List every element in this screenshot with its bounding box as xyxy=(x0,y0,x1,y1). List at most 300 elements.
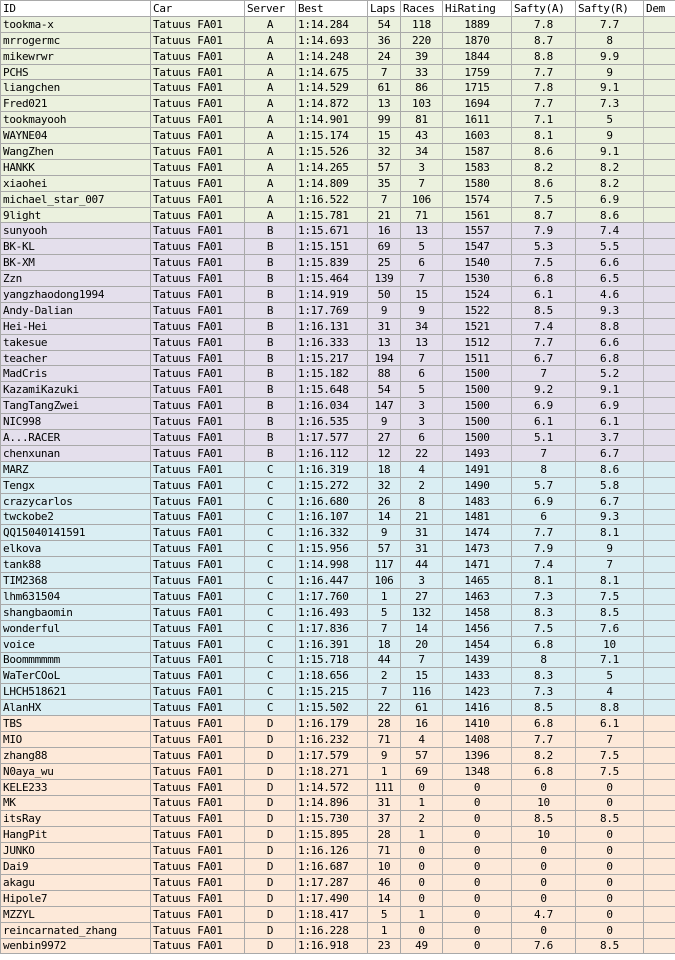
cell-races[interactable]: 1 xyxy=(401,906,443,922)
cell-laps[interactable]: 31 xyxy=(368,318,401,334)
cell-safety-r[interactable]: 8.2 xyxy=(576,159,644,175)
cell-safety-r[interactable]: 9 xyxy=(576,128,644,144)
cell-safety-r[interactable]: 7.7 xyxy=(576,16,644,32)
cell-races[interactable]: 20 xyxy=(401,636,443,652)
cell-safety-r[interactable]: 7.1 xyxy=(576,652,644,668)
cell-best[interactable]: 1:16.228 xyxy=(296,922,368,938)
cell-safety-a[interactable]: 9.2 xyxy=(512,382,576,398)
cell-laps[interactable]: 36 xyxy=(368,32,401,48)
cell-dem[interactable] xyxy=(644,80,675,96)
cell-races[interactable]: 3 xyxy=(401,159,443,175)
cell-safety-a[interactable]: 8.5 xyxy=(512,302,576,318)
cell-safety-a[interactable]: 6 xyxy=(512,509,576,525)
cell-hirating[interactable]: 0 xyxy=(443,811,512,827)
cell-dem[interactable] xyxy=(644,795,675,811)
cell-id[interactable]: Fred021 xyxy=(1,96,151,112)
cell-races[interactable]: 0 xyxy=(401,859,443,875)
cell-safety-a[interactable]: 0 xyxy=(512,843,576,859)
cell-server[interactable]: D xyxy=(245,827,296,843)
cell-dem[interactable] xyxy=(644,255,675,271)
cell-hirating[interactable]: 1557 xyxy=(443,223,512,239)
cell-hirating[interactable]: 0 xyxy=(443,890,512,906)
cell-car[interactable]: Tatuus FA01 xyxy=(151,557,245,573)
cell-hirating[interactable]: 1500 xyxy=(443,366,512,382)
cell-hirating[interactable]: 1715 xyxy=(443,80,512,96)
cell-laps[interactable]: 14 xyxy=(368,509,401,525)
cell-safety-r[interactable]: 6.5 xyxy=(576,271,644,287)
cell-car[interactable]: Tatuus FA01 xyxy=(151,366,245,382)
cell-best[interactable]: 1:15.272 xyxy=(296,477,368,493)
cell-safety-a[interactable]: 7.8 xyxy=(512,80,576,96)
cell-dem[interactable] xyxy=(644,573,675,589)
cell-best[interactable]: 1:15.956 xyxy=(296,541,368,557)
cell-car[interactable]: Tatuus FA01 xyxy=(151,382,245,398)
cell-safety-r[interactable]: 6.1 xyxy=(576,716,644,732)
cell-races[interactable]: 132 xyxy=(401,604,443,620)
header-cell-races[interactable]: Races xyxy=(401,1,443,17)
cell-hirating[interactable]: 1433 xyxy=(443,668,512,684)
cell-hirating[interactable]: 1870 xyxy=(443,32,512,48)
cell-best[interactable]: 1:17.836 xyxy=(296,620,368,636)
cell-best[interactable]: 1:17.577 xyxy=(296,430,368,446)
cell-car[interactable]: Tatuus FA01 xyxy=(151,779,245,795)
cell-car[interactable]: Tatuus FA01 xyxy=(151,64,245,80)
cell-best[interactable]: 1:17.769 xyxy=(296,302,368,318)
cell-id[interactable]: zhang88 xyxy=(1,747,151,763)
cell-dem[interactable] xyxy=(644,271,675,287)
cell-safety-a[interactable]: 8.7 xyxy=(512,32,576,48)
cell-safety-r[interactable]: 0 xyxy=(576,795,644,811)
cell-safety-r[interactable]: 7.5 xyxy=(576,588,644,604)
cell-dem[interactable] xyxy=(644,588,675,604)
cell-safety-r[interactable]: 9.3 xyxy=(576,302,644,318)
cell-races[interactable]: 1 xyxy=(401,827,443,843)
cell-car[interactable]: Tatuus FA01 xyxy=(151,32,245,48)
cell-safety-r[interactable]: 4 xyxy=(576,684,644,700)
cell-id[interactable]: wonderful xyxy=(1,620,151,636)
cell-hirating[interactable]: 1410 xyxy=(443,716,512,732)
cell-car[interactable]: Tatuus FA01 xyxy=(151,684,245,700)
cell-races[interactable]: 13 xyxy=(401,223,443,239)
cell-dem[interactable] xyxy=(644,906,675,922)
cell-dem[interactable] xyxy=(644,334,675,350)
cell-id[interactable]: akagu xyxy=(1,874,151,890)
cell-races[interactable]: 5 xyxy=(401,239,443,255)
cell-server[interactable]: B xyxy=(245,398,296,414)
cell-safety-a[interactable]: 7.8 xyxy=(512,16,576,32)
cell-hirating[interactable]: 0 xyxy=(443,906,512,922)
header-cell-best[interactable]: Best xyxy=(296,1,368,17)
cell-server[interactable]: D xyxy=(245,811,296,827)
cell-safety-r[interactable]: 8.6 xyxy=(576,207,644,223)
cell-hirating[interactable]: 1483 xyxy=(443,493,512,509)
cell-dem[interactable] xyxy=(644,493,675,509)
cell-safety-r[interactable]: 8 xyxy=(576,32,644,48)
cell-safety-r[interactable]: 5.2 xyxy=(576,366,644,382)
cell-dem[interactable] xyxy=(644,747,675,763)
cell-hirating[interactable]: 1481 xyxy=(443,509,512,525)
cell-safety-a[interactable]: 0 xyxy=(512,890,576,906)
cell-races[interactable]: 27 xyxy=(401,588,443,604)
cell-races[interactable]: 39 xyxy=(401,48,443,64)
cell-safety-a[interactable]: 8.7 xyxy=(512,207,576,223)
cell-dem[interactable] xyxy=(644,731,675,747)
cell-safety-r[interactable]: 7.6 xyxy=(576,620,644,636)
cell-safety-r[interactable]: 9.1 xyxy=(576,80,644,96)
cell-car[interactable]: Tatuus FA01 xyxy=(151,652,245,668)
cell-dem[interactable] xyxy=(644,239,675,255)
cell-races[interactable]: 31 xyxy=(401,541,443,557)
cell-races[interactable]: 81 xyxy=(401,112,443,128)
cell-car[interactable]: Tatuus FA01 xyxy=(151,318,245,334)
cell-id[interactable]: mrrogermc xyxy=(1,32,151,48)
cell-server[interactable]: B xyxy=(245,302,296,318)
cell-races[interactable]: 6 xyxy=(401,366,443,382)
cell-best[interactable]: 1:15.502 xyxy=(296,700,368,716)
cell-safety-r[interactable]: 7.3 xyxy=(576,96,644,112)
cell-dem[interactable] xyxy=(644,112,675,128)
cell-dem[interactable] xyxy=(644,461,675,477)
cell-races[interactable]: 34 xyxy=(401,318,443,334)
cell-id[interactable]: sunyooh xyxy=(1,223,151,239)
cell-hirating[interactable]: 1348 xyxy=(443,763,512,779)
cell-laps[interactable]: 9 xyxy=(368,525,401,541)
cell-safety-a[interactable]: 7.3 xyxy=(512,684,576,700)
cell-hirating[interactable]: 0 xyxy=(443,859,512,875)
cell-car[interactable]: Tatuus FA01 xyxy=(151,128,245,144)
cell-safety-a[interactable]: 7.5 xyxy=(512,191,576,207)
cell-hirating[interactable]: 1511 xyxy=(443,350,512,366)
cell-laps[interactable]: 5 xyxy=(368,604,401,620)
cell-best[interactable]: 1:16.319 xyxy=(296,461,368,477)
cell-races[interactable]: 3 xyxy=(401,398,443,414)
cell-server[interactable]: C xyxy=(245,652,296,668)
cell-safety-r[interactable]: 0 xyxy=(576,890,644,906)
cell-server[interactable]: D xyxy=(245,938,296,954)
cell-laps[interactable]: 1 xyxy=(368,922,401,938)
cell-hirating[interactable]: 1844 xyxy=(443,48,512,64)
cell-server[interactable]: B xyxy=(245,414,296,430)
cell-server[interactable]: D xyxy=(245,859,296,875)
cell-safety-a[interactable]: 7 xyxy=(512,366,576,382)
cell-best[interactable]: 1:16.447 xyxy=(296,573,368,589)
cell-safety-a[interactable]: 7.1 xyxy=(512,112,576,128)
cell-dem[interactable] xyxy=(644,874,675,890)
cell-safety-r[interactable]: 0 xyxy=(576,779,644,795)
cell-best[interactable]: 1:15.730 xyxy=(296,811,368,827)
cell-laps[interactable]: 88 xyxy=(368,366,401,382)
cell-server[interactable]: C xyxy=(245,557,296,573)
cell-id[interactable]: reincarnated_zhang xyxy=(1,922,151,938)
cell-safety-a[interactable]: 7.7 xyxy=(512,525,576,541)
cell-laps[interactable]: 7 xyxy=(368,64,401,80)
cell-id[interactable]: tookma-x xyxy=(1,16,151,32)
cell-car[interactable]: Tatuus FA01 xyxy=(151,763,245,779)
cell-server[interactable]: D xyxy=(245,779,296,795)
cell-hirating[interactable]: 1463 xyxy=(443,588,512,604)
cell-safety-a[interactable]: 6.7 xyxy=(512,350,576,366)
cell-car[interactable]: Tatuus FA01 xyxy=(151,398,245,414)
cell-laps[interactable]: 28 xyxy=(368,827,401,843)
cell-hirating[interactable]: 1500 xyxy=(443,382,512,398)
cell-safety-a[interactable]: 10 xyxy=(512,795,576,811)
cell-races[interactable]: 0 xyxy=(401,890,443,906)
cell-dem[interactable] xyxy=(644,827,675,843)
cell-safety-a[interactable]: 7.3 xyxy=(512,588,576,604)
cell-safety-a[interactable]: 0 xyxy=(512,779,576,795)
cell-hirating[interactable]: 1500 xyxy=(443,414,512,430)
cell-safety-r[interactable]: 5.8 xyxy=(576,477,644,493)
cell-car[interactable]: Tatuus FA01 xyxy=(151,668,245,684)
cell-laps[interactable]: 16 xyxy=(368,223,401,239)
cell-best[interactable]: 1:14.529 xyxy=(296,80,368,96)
cell-id[interactable]: KELE233 xyxy=(1,779,151,795)
cell-laps[interactable]: 9 xyxy=(368,414,401,430)
cell-safety-a[interactable]: 7.4 xyxy=(512,557,576,573)
cell-races[interactable]: 14 xyxy=(401,620,443,636)
cell-races[interactable]: 69 xyxy=(401,763,443,779)
cell-laps[interactable]: 18 xyxy=(368,636,401,652)
cell-car[interactable]: Tatuus FA01 xyxy=(151,191,245,207)
cell-races[interactable]: 43 xyxy=(401,128,443,144)
cell-safety-a[interactable]: 6.8 xyxy=(512,271,576,287)
cell-server[interactable]: B xyxy=(245,334,296,350)
cell-id[interactable]: MIO xyxy=(1,731,151,747)
cell-races[interactable]: 2 xyxy=(401,477,443,493)
cell-hirating[interactable]: 0 xyxy=(443,938,512,954)
cell-races[interactable]: 0 xyxy=(401,779,443,795)
cell-hirating[interactable]: 1521 xyxy=(443,318,512,334)
cell-hirating[interactable]: 0 xyxy=(443,827,512,843)
cell-dem[interactable] xyxy=(644,430,675,446)
cell-safety-r[interactable]: 9.9 xyxy=(576,48,644,64)
cell-best[interactable]: 1:15.174 xyxy=(296,128,368,144)
cell-races[interactable]: 5 xyxy=(401,382,443,398)
cell-races[interactable]: 3 xyxy=(401,414,443,430)
cell-best[interactable]: 1:14.572 xyxy=(296,779,368,795)
cell-best[interactable]: 1:15.648 xyxy=(296,382,368,398)
cell-car[interactable]: Tatuus FA01 xyxy=(151,541,245,557)
cell-server[interactable]: B xyxy=(245,239,296,255)
cell-safety-r[interactable]: 8.8 xyxy=(576,700,644,716)
cell-dem[interactable] xyxy=(644,620,675,636)
cell-races[interactable]: 6 xyxy=(401,430,443,446)
header-cell-id[interactable]: ID xyxy=(1,1,151,17)
cell-dem[interactable] xyxy=(644,32,675,48)
cell-best[interactable]: 1:14.872 xyxy=(296,96,368,112)
cell-dem[interactable] xyxy=(644,668,675,684)
cell-car[interactable]: Tatuus FA01 xyxy=(151,461,245,477)
cell-car[interactable]: Tatuus FA01 xyxy=(151,112,245,128)
cell-car[interactable]: Tatuus FA01 xyxy=(151,255,245,271)
cell-best[interactable]: 1:17.579 xyxy=(296,747,368,763)
cell-best[interactable]: 1:14.265 xyxy=(296,159,368,175)
cell-safety-a[interactable]: 6.9 xyxy=(512,398,576,414)
cell-car[interactable]: Tatuus FA01 xyxy=(151,175,245,191)
cell-id[interactable]: tank88 xyxy=(1,557,151,573)
cell-id[interactable]: NIC998 xyxy=(1,414,151,430)
cell-safety-r[interactable]: 5 xyxy=(576,112,644,128)
cell-car[interactable]: Tatuus FA01 xyxy=(151,716,245,732)
cell-best[interactable]: 1:16.522 xyxy=(296,191,368,207)
cell-best[interactable]: 1:14.284 xyxy=(296,16,368,32)
cell-hirating[interactable]: 1490 xyxy=(443,477,512,493)
cell-races[interactable]: 106 xyxy=(401,191,443,207)
cell-server[interactable]: A xyxy=(245,80,296,96)
cell-laps[interactable]: 13 xyxy=(368,96,401,112)
header-cell-safety-a[interactable]: Safty(A) xyxy=(512,1,576,17)
cell-dem[interactable] xyxy=(644,922,675,938)
cell-laps[interactable]: 32 xyxy=(368,144,401,160)
cell-safety-r[interactable]: 6.9 xyxy=(576,398,644,414)
cell-best[interactable]: 1:15.718 xyxy=(296,652,368,668)
cell-laps[interactable]: 27 xyxy=(368,430,401,446)
cell-laps[interactable]: 57 xyxy=(368,541,401,557)
cell-safety-a[interactable]: 0 xyxy=(512,922,576,938)
cell-server[interactable]: B xyxy=(245,318,296,334)
cell-best[interactable]: 1:16.179 xyxy=(296,716,368,732)
cell-hirating[interactable]: 1491 xyxy=(443,461,512,477)
cell-best[interactable]: 1:18.417 xyxy=(296,906,368,922)
cell-id[interactable]: TangTangZwei xyxy=(1,398,151,414)
cell-id[interactable]: MK xyxy=(1,795,151,811)
cell-dem[interactable] xyxy=(644,557,675,573)
cell-races[interactable]: 116 xyxy=(401,684,443,700)
cell-laps[interactable]: 32 xyxy=(368,477,401,493)
cell-car[interactable]: Tatuus FA01 xyxy=(151,874,245,890)
cell-car[interactable]: Tatuus FA01 xyxy=(151,700,245,716)
cell-id[interactable]: crazycarlos xyxy=(1,493,151,509)
cell-races[interactable]: 0 xyxy=(401,922,443,938)
header-cell-hirating[interactable]: HiRating xyxy=(443,1,512,17)
cell-laps[interactable]: 1 xyxy=(368,763,401,779)
cell-car[interactable]: Tatuus FA01 xyxy=(151,747,245,763)
cell-laps[interactable]: 22 xyxy=(368,700,401,716)
cell-safety-a[interactable]: 7.5 xyxy=(512,255,576,271)
cell-laps[interactable]: 35 xyxy=(368,175,401,191)
cell-hirating[interactable]: 1500 xyxy=(443,398,512,414)
cell-safety-r[interactable]: 7 xyxy=(576,557,644,573)
cell-safety-r[interactable]: 6.8 xyxy=(576,350,644,366)
cell-id[interactable]: JUNKO xyxy=(1,843,151,859)
cell-hirating[interactable]: 1524 xyxy=(443,287,512,303)
cell-races[interactable]: 21 xyxy=(401,509,443,525)
cell-hirating[interactable]: 1439 xyxy=(443,652,512,668)
cell-server[interactable]: B xyxy=(245,366,296,382)
cell-best[interactable]: 1:15.526 xyxy=(296,144,368,160)
cell-hirating[interactable]: 1473 xyxy=(443,541,512,557)
cell-car[interactable]: Tatuus FA01 xyxy=(151,223,245,239)
cell-hirating[interactable]: 1471 xyxy=(443,557,512,573)
cell-hirating[interactable]: 1408 xyxy=(443,731,512,747)
cell-id[interactable]: PCHS xyxy=(1,64,151,80)
cell-hirating[interactable]: 1611 xyxy=(443,112,512,128)
cell-races[interactable]: 4 xyxy=(401,461,443,477)
cell-hirating[interactable]: 1454 xyxy=(443,636,512,652)
cell-dem[interactable] xyxy=(644,398,675,414)
cell-races[interactable]: 71 xyxy=(401,207,443,223)
cell-hirating[interactable]: 1603 xyxy=(443,128,512,144)
cell-laps[interactable]: 12 xyxy=(368,445,401,461)
cell-dem[interactable] xyxy=(644,636,675,652)
cell-safety-a[interactable]: 8 xyxy=(512,461,576,477)
cell-safety-a[interactable]: 8.1 xyxy=(512,573,576,589)
cell-id[interactable]: KazamiKazuki xyxy=(1,382,151,398)
cell-races[interactable]: 2 xyxy=(401,811,443,827)
cell-races[interactable]: 3 xyxy=(401,573,443,589)
cell-dem[interactable] xyxy=(644,779,675,795)
cell-races[interactable]: 220 xyxy=(401,32,443,48)
cell-laps[interactable]: 44 xyxy=(368,652,401,668)
cell-dem[interactable] xyxy=(644,477,675,493)
cell-hirating[interactable]: 1512 xyxy=(443,334,512,350)
cell-safety-a[interactable]: 8.5 xyxy=(512,700,576,716)
cell-id[interactable]: HANKK xyxy=(1,159,151,175)
cell-safety-a[interactable]: 7.6 xyxy=(512,938,576,954)
cell-car[interactable]: Tatuus FA01 xyxy=(151,843,245,859)
cell-car[interactable]: Tatuus FA01 xyxy=(151,588,245,604)
cell-server[interactable]: B xyxy=(245,445,296,461)
cell-id[interactable]: TBS xyxy=(1,716,151,732)
cell-server[interactable]: D xyxy=(245,716,296,732)
cell-safety-r[interactable]: 0 xyxy=(576,843,644,859)
cell-safety-r[interactable]: 0 xyxy=(576,859,644,875)
cell-dem[interactable] xyxy=(644,445,675,461)
cell-safety-r[interactable]: 8.6 xyxy=(576,461,644,477)
cell-laps[interactable]: 2 xyxy=(368,668,401,684)
cell-best[interactable]: 1:18.271 xyxy=(296,763,368,779)
cell-server[interactable]: D xyxy=(245,763,296,779)
cell-server[interactable]: C xyxy=(245,668,296,684)
cell-laps[interactable]: 117 xyxy=(368,557,401,573)
cell-hirating[interactable]: 1416 xyxy=(443,700,512,716)
cell-dem[interactable] xyxy=(644,318,675,334)
cell-safety-a[interactable]: 8.5 xyxy=(512,811,576,827)
cell-safety-r[interactable]: 8.5 xyxy=(576,938,644,954)
cell-server[interactable]: C xyxy=(245,461,296,477)
cell-id[interactable]: voice xyxy=(1,636,151,652)
header-cell-safety-r[interactable]: Safty(R) xyxy=(576,1,644,17)
cell-server[interactable]: B xyxy=(245,271,296,287)
cell-dem[interactable] xyxy=(644,652,675,668)
cell-server[interactable]: A xyxy=(245,112,296,128)
cell-id[interactable]: BK-KL xyxy=(1,239,151,255)
cell-hirating[interactable]: 1474 xyxy=(443,525,512,541)
cell-hirating[interactable]: 1587 xyxy=(443,144,512,160)
cell-server[interactable]: D xyxy=(245,874,296,890)
cell-safety-r[interactable]: 7.5 xyxy=(576,747,644,763)
cell-races[interactable]: 7 xyxy=(401,350,443,366)
cell-hirating[interactable]: 1540 xyxy=(443,255,512,271)
cell-laps[interactable]: 57 xyxy=(368,159,401,175)
cell-safety-r[interactable]: 8.2 xyxy=(576,175,644,191)
cell-id[interactable]: Hipole7 xyxy=(1,890,151,906)
cell-laps[interactable]: 13 xyxy=(368,334,401,350)
cell-best[interactable]: 1:15.182 xyxy=(296,366,368,382)
cell-laps[interactable]: 18 xyxy=(368,461,401,477)
cell-safety-a[interactable]: 7.9 xyxy=(512,223,576,239)
cell-car[interactable]: Tatuus FA01 xyxy=(151,859,245,875)
cell-best[interactable]: 1:14.693 xyxy=(296,32,368,48)
cell-safety-r[interactable]: 6.7 xyxy=(576,493,644,509)
cell-races[interactable]: 49 xyxy=(401,938,443,954)
cell-laps[interactable]: 25 xyxy=(368,255,401,271)
cell-id[interactable]: chenxunan xyxy=(1,445,151,461)
cell-safety-r[interactable]: 6.1 xyxy=(576,414,644,430)
cell-id[interactable]: takesue xyxy=(1,334,151,350)
cell-server[interactable]: A xyxy=(245,175,296,191)
cell-id[interactable]: Tengx xyxy=(1,477,151,493)
